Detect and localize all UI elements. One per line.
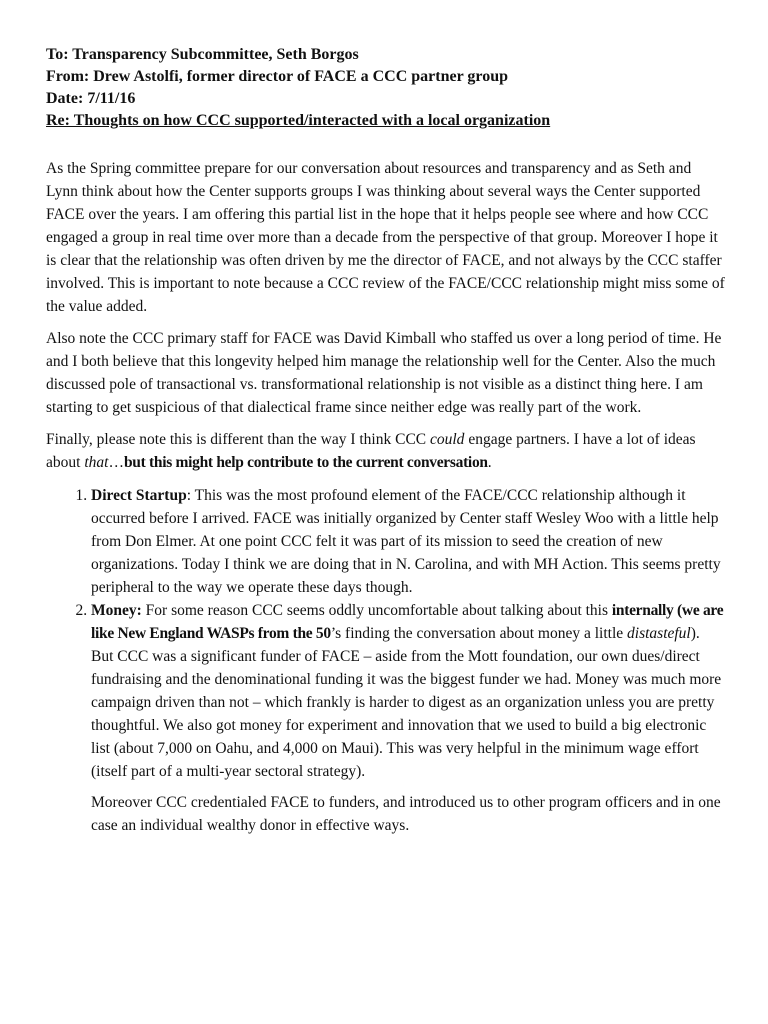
finally-text-c: engage partners. I have a lot of ideas about [46,431,696,471]
memo-subject-line: Re: Thoughts on how CCC supported/interacted with a local organization [46,112,551,129]
list-item-title: Direct Startup [91,487,187,504]
money-bold-text: internally (we are like New England WASPs from the 50 [91,602,724,642]
finally-ellipsis: … [108,454,124,471]
money-distasteful: distasteful [627,625,691,642]
list-item-direct-startup [91,484,726,599]
memo-to-line: To: Transparency Subcommittee, Seth Borgos [46,46,359,63]
finally-could: could [430,431,465,448]
memo-page [46,44,726,837]
finally-paragraph [46,428,726,474]
money-text-5: ). But CCC was a significant funder of FACE – aside from the Mott foundation, our own dues/direct fundraising and the denominational funding it was the biggest funder we had. Money was much more campaign driven than not – which frankly is harder to digest as an organization unless you are pretty thoughtful. We also got money for experiment and innovation that we used to build a big electronic list (about 7,000 on Oahu, and 4,000 on Maui). This was very helpful in the minimum wage effort (itself part of a multi-year sectoral strategy). [91,625,722,780]
staff-paragraph: Also note the CCC primary staff for FACE was David Kimball who staffed us over a long period of time. He and I both believe that this longevity helped him manage the relationship well for the Center. Also the much discussed pole of transactional vs. transformational relationship is not visible as a distinct thing here. I am starting to get suspicious of that dialectical frame since neither edge was really part of the work. [46,330,722,416]
list-item-money [91,599,726,837]
memo-from-line: From: Drew Astolfi, former director of FACE a CCC partner group [46,68,508,85]
finally-that: that [84,454,109,471]
money-text-3: ’s finding the conversation about money a little [330,625,628,642]
finally-bold-text: but this might help contribute to the current conversation [123,454,488,471]
list-item-text: : This was the most profound element of the FACE/CCC relationship although it occurred before I arrived. FACE was initially organized by Center staff Wesley Woo with a little help from Don Elmer. At one point CCC felt it was part of its mission to seed the creation of new organizations. Today I think we are doing that in N. Carolina, and with MH Action. This seems pretty peripheral to the way we operate these days though. [91,487,721,596]
finally-period: . [487,454,492,471]
money-subparagraph: Moreover CCC credentialed FACE to funders, and introduced us to other program officers and in one case an individual wealthy donor in effective ways. [91,794,721,834]
list-item-title: Money: [91,602,142,619]
memo-date-line: Date: 7/11/16 [46,90,136,107]
intro-paragraph: As the Spring committee prepare for our conversation about resources and transparency and as Seth and Lynn think about how the Center supports groups I was thinking about several ways the Center supported FACE over the years. I am offering this partial list in the hope that it helps people see where and how CCC engaged a group in real time over more than a decade from the perspective of that group. Moreover I hope it is clear that the relationship was often driven by me the director of FACE, and not always by the CCC staffer involved. This is important to note because a CCC review of the FACE/CCC relationship might miss some of the value added. [46,160,725,315]
numbered-list [46,484,726,837]
finally-text-a: Finally, please note this is different than the way I think CCC [46,431,430,448]
money-text-1: For some reason CCC seems oddly uncomfortable about talking about this [141,602,612,619]
